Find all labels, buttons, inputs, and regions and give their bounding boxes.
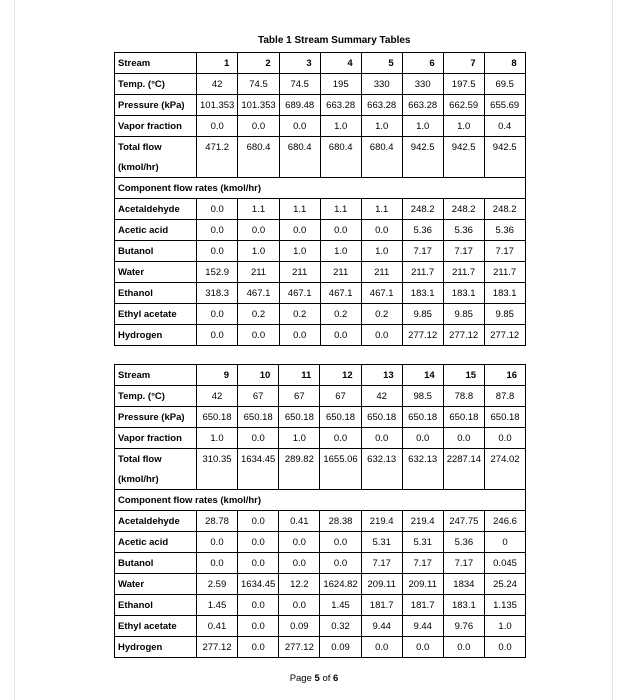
value-cell: 7.17 bbox=[361, 553, 402, 574]
component-label-cell: Acetaldehyde bbox=[115, 199, 197, 220]
component-row bbox=[115, 304, 526, 325]
value-cell: 211 bbox=[361, 262, 402, 283]
value-cell: 1.0 bbox=[485, 616, 526, 637]
component-label-cell: Acetic acid bbox=[115, 532, 197, 553]
value-cell: 632.13 bbox=[361, 449, 402, 470]
value-cell: 2287.14 bbox=[443, 449, 484, 470]
value-cell: 330 bbox=[402, 74, 443, 95]
property-row bbox=[115, 95, 526, 116]
value-cell: 1.45 bbox=[320, 595, 361, 616]
value-cell: 0.0 bbox=[443, 428, 484, 449]
value-cell: 0.0 bbox=[320, 220, 361, 241]
page-current: 5 bbox=[314, 673, 320, 684]
value-cell: 0.0 bbox=[485, 637, 526, 658]
value-cell: 195 bbox=[320, 74, 361, 95]
value-cell: 78.8 bbox=[443, 386, 484, 407]
component-row bbox=[115, 553, 526, 574]
value-cell: 655.69 bbox=[484, 95, 525, 116]
property-label-cell: Vapor fraction bbox=[115, 428, 197, 449]
value-cell: 0.0 bbox=[279, 116, 320, 137]
value-cell: 680.4 bbox=[320, 137, 361, 158]
value-cell: 183.1 bbox=[443, 595, 484, 616]
value-cell: 0.0 bbox=[238, 220, 279, 241]
value-cell: 0.2 bbox=[279, 304, 320, 325]
value-cell: 0.0 bbox=[402, 637, 443, 658]
value-cell: 9.85 bbox=[443, 304, 484, 325]
value-cell: 277.12 bbox=[484, 325, 525, 346]
value-cell: 467.1 bbox=[279, 283, 320, 304]
value-cell: 67 bbox=[279, 386, 320, 407]
value-cell: 0.41 bbox=[279, 511, 320, 532]
value-cell: 211 bbox=[238, 262, 279, 283]
value-cell: 0.0 bbox=[320, 428, 361, 449]
value-cell: 0.0 bbox=[279, 553, 320, 574]
value-cell: 0.0 bbox=[238, 553, 279, 574]
value-cell: 663.28 bbox=[320, 95, 361, 116]
value-cell: 209.11 bbox=[361, 574, 402, 595]
value-cell: 0.0 bbox=[320, 553, 361, 574]
page-of: of bbox=[319, 673, 334, 684]
component-label-cell: Butanol bbox=[115, 553, 197, 574]
value-cell: 0.0 bbox=[197, 241, 238, 262]
empty-cell bbox=[443, 469, 484, 490]
value-cell: 1624.82 bbox=[320, 574, 361, 595]
value-cell: 2.59 bbox=[197, 574, 238, 595]
value-cell: 1634.45 bbox=[238, 574, 279, 595]
property-label-cell: Temp. (°C) bbox=[115, 386, 197, 407]
value-cell: 650.18 bbox=[443, 407, 484, 428]
page-edge-right bbox=[612, 0, 613, 700]
component-label-cell: Ethanol bbox=[115, 595, 197, 616]
value-cell: 277.12 bbox=[197, 637, 238, 658]
stream-label-cell: Stream bbox=[115, 365, 197, 386]
stream-number-cell: 6 bbox=[402, 53, 443, 74]
property-row bbox=[115, 407, 526, 428]
value-cell: 0.2 bbox=[361, 304, 402, 325]
value-cell: 0.0 bbox=[197, 199, 238, 220]
value-cell: 0.41 bbox=[197, 616, 238, 637]
property-label-cell: Vapor fraction bbox=[115, 116, 197, 137]
value-cell: 1.1 bbox=[361, 199, 402, 220]
empty-cell bbox=[320, 157, 361, 178]
value-cell: 246.6 bbox=[485, 511, 526, 532]
value-cell: 274.02 bbox=[485, 449, 526, 470]
component-row bbox=[115, 241, 526, 262]
value-cell: 0.0 bbox=[238, 116, 279, 137]
total-flow-label-cell: Total flow bbox=[115, 449, 197, 470]
value-cell: 1634.45 bbox=[238, 449, 279, 470]
stream-number-cell: 12 bbox=[320, 365, 361, 386]
empty-cell bbox=[279, 157, 320, 178]
value-cell: 1.0 bbox=[279, 241, 320, 262]
value-cell: 0.0 bbox=[402, 428, 443, 449]
value-cell: 7.17 bbox=[484, 241, 525, 262]
value-cell: 632.13 bbox=[402, 449, 443, 470]
value-cell: 0.0 bbox=[238, 595, 279, 616]
value-cell: 9.44 bbox=[361, 616, 402, 637]
value-cell: 5.36 bbox=[443, 532, 484, 553]
value-cell: 650.18 bbox=[485, 407, 526, 428]
page-footer bbox=[0, 673, 628, 684]
value-cell: 101.353 bbox=[238, 95, 279, 116]
value-cell: 211 bbox=[320, 262, 361, 283]
value-cell: 663.28 bbox=[402, 95, 443, 116]
component-row bbox=[115, 616, 526, 637]
component-label-cell: Ethanol bbox=[115, 283, 197, 304]
stream-summary-table-2 bbox=[114, 364, 526, 658]
value-cell: 7.17 bbox=[402, 241, 443, 262]
value-cell: 1.1 bbox=[279, 199, 320, 220]
component-row bbox=[115, 574, 526, 595]
stream-number-cell: 16 bbox=[485, 365, 526, 386]
value-cell: 467.1 bbox=[320, 283, 361, 304]
value-cell: 0.2 bbox=[320, 304, 361, 325]
value-cell: 219.4 bbox=[402, 511, 443, 532]
value-cell: 942.5 bbox=[443, 137, 484, 158]
value-cell: 650.18 bbox=[279, 407, 320, 428]
value-cell: 0.0 bbox=[238, 532, 279, 553]
component-label-cell: Butanol bbox=[115, 241, 197, 262]
value-cell: 5.31 bbox=[402, 532, 443, 553]
value-cell: 9.85 bbox=[402, 304, 443, 325]
stream-number-cell: 13 bbox=[361, 365, 402, 386]
value-cell: 0.0 bbox=[197, 304, 238, 325]
stream-number-cell: 11 bbox=[279, 365, 320, 386]
component-label-cell: Acetic acid bbox=[115, 220, 197, 241]
value-cell: 248.2 bbox=[443, 199, 484, 220]
value-cell: 42 bbox=[197, 386, 238, 407]
component-row bbox=[115, 283, 526, 304]
value-cell: 0.0 bbox=[279, 532, 320, 553]
value-cell: 1.1 bbox=[320, 199, 361, 220]
property-row bbox=[115, 428, 526, 449]
property-label-cell: Pressure (kPa) bbox=[115, 95, 197, 116]
value-cell: 183.1 bbox=[402, 283, 443, 304]
value-cell: 942.5 bbox=[402, 137, 443, 158]
component-row bbox=[115, 262, 526, 283]
empty-cell bbox=[402, 157, 443, 178]
value-cell: 689.48 bbox=[279, 95, 320, 116]
value-cell: 680.4 bbox=[238, 137, 279, 158]
empty-cell bbox=[361, 469, 402, 490]
value-cell: 1.0 bbox=[361, 116, 402, 137]
value-cell: 467.1 bbox=[361, 283, 402, 304]
component-label-cell: Hydrogen bbox=[115, 637, 197, 658]
value-cell: 101.353 bbox=[197, 95, 238, 116]
value-cell: 467.1 bbox=[238, 283, 279, 304]
component-row bbox=[115, 511, 526, 532]
stream-number-cell: 3 bbox=[279, 53, 320, 74]
value-cell: 0.0 bbox=[485, 428, 526, 449]
value-cell: 181.7 bbox=[361, 595, 402, 616]
total-flow-label-cell: Total flow bbox=[115, 137, 197, 158]
value-cell: 25.24 bbox=[485, 574, 526, 595]
value-cell: 211.7 bbox=[484, 262, 525, 283]
value-cell: 1.0 bbox=[238, 241, 279, 262]
value-cell: 1.0 bbox=[361, 241, 402, 262]
value-cell: 1.135 bbox=[485, 595, 526, 616]
value-cell: 0.09 bbox=[279, 616, 320, 637]
component-label-cell: Ethyl acetate bbox=[115, 304, 197, 325]
value-cell: 1.0 bbox=[279, 428, 320, 449]
value-cell: 0.045 bbox=[485, 553, 526, 574]
stream-header-row bbox=[115, 53, 526, 74]
component-row bbox=[115, 637, 526, 658]
component-label-cell: Water bbox=[115, 574, 197, 595]
value-cell: 1.0 bbox=[443, 116, 484, 137]
value-cell: 247.75 bbox=[443, 511, 484, 532]
value-cell: 42 bbox=[197, 74, 238, 95]
stream-number-cell: 5 bbox=[361, 53, 402, 74]
value-cell: 0.4 bbox=[484, 116, 525, 137]
value-cell: 74.5 bbox=[279, 74, 320, 95]
component-header-row bbox=[115, 490, 526, 511]
property-row bbox=[115, 116, 526, 137]
value-cell: 28.78 bbox=[197, 511, 238, 532]
stream-number-cell: 2 bbox=[238, 53, 279, 74]
page-edge-left bbox=[14, 0, 15, 700]
value-cell: 0.0 bbox=[197, 553, 238, 574]
value-cell: 0.0 bbox=[279, 220, 320, 241]
total-flow-unit-row bbox=[115, 469, 526, 490]
value-cell: 98.5 bbox=[402, 386, 443, 407]
value-cell: 9.85 bbox=[484, 304, 525, 325]
component-label-cell: Hydrogen bbox=[115, 325, 197, 346]
empty-cell bbox=[238, 469, 279, 490]
value-cell: 1.45 bbox=[197, 595, 238, 616]
empty-cell bbox=[197, 469, 238, 490]
value-cell: 663.28 bbox=[361, 95, 402, 116]
value-cell: 0.0 bbox=[320, 325, 361, 346]
property-label-cell: Pressure (kPa) bbox=[115, 407, 197, 428]
value-cell: 1655.06 bbox=[320, 449, 361, 470]
value-cell: 0.2 bbox=[238, 304, 279, 325]
value-cell: 942.5 bbox=[484, 137, 525, 158]
value-cell: 181.7 bbox=[402, 595, 443, 616]
component-header-cell: Component flow rates (kmol/hr) bbox=[115, 490, 526, 511]
value-cell: 650.18 bbox=[320, 407, 361, 428]
component-header-cell: Component flow rates (kmol/hr) bbox=[115, 178, 526, 199]
value-cell: 289.82 bbox=[279, 449, 320, 470]
value-cell: 0.0 bbox=[443, 637, 484, 658]
component-header-row bbox=[115, 178, 526, 199]
value-cell: 12.2 bbox=[279, 574, 320, 595]
empty-cell bbox=[238, 157, 279, 178]
value-cell: 650.18 bbox=[197, 407, 238, 428]
value-cell: 0 bbox=[485, 532, 526, 553]
value-cell: 0.0 bbox=[361, 637, 402, 658]
value-cell: 277.12 bbox=[443, 325, 484, 346]
value-cell: 1.1 bbox=[238, 199, 279, 220]
total-flow-unit-row bbox=[115, 157, 526, 178]
value-cell: 7.17 bbox=[443, 553, 484, 574]
stream-number-cell: 1 bbox=[197, 53, 238, 74]
stream-summary-table-1 bbox=[114, 52, 526, 346]
property-label-cell: Temp. (°C) bbox=[115, 74, 197, 95]
value-cell: 248.2 bbox=[402, 199, 443, 220]
value-cell: 7.17 bbox=[443, 241, 484, 262]
value-cell: 650.18 bbox=[361, 407, 402, 428]
total-flow-unit-cell: (kmol/hr) bbox=[115, 469, 197, 490]
empty-cell bbox=[279, 469, 320, 490]
value-cell: 0.0 bbox=[197, 325, 238, 346]
value-cell: 662.59 bbox=[443, 95, 484, 116]
value-cell: 0.0 bbox=[197, 532, 238, 553]
value-cell: 277.12 bbox=[279, 637, 320, 658]
value-cell: 183.1 bbox=[443, 283, 484, 304]
value-cell: 1.0 bbox=[197, 428, 238, 449]
component-row bbox=[115, 220, 526, 241]
value-cell: 5.36 bbox=[443, 220, 484, 241]
value-cell: 0.09 bbox=[320, 637, 361, 658]
value-cell: 1834 bbox=[443, 574, 484, 595]
stream-number-cell: 9 bbox=[197, 365, 238, 386]
value-cell: 318.3 bbox=[197, 283, 238, 304]
value-cell: 0.0 bbox=[361, 325, 402, 346]
value-cell: 0.0 bbox=[238, 616, 279, 637]
value-cell: 5.31 bbox=[361, 532, 402, 553]
stream-label-cell: Stream bbox=[115, 53, 197, 74]
component-label-cell: Acetaldehyde bbox=[115, 511, 197, 532]
component-label-cell: Ethyl acetate bbox=[115, 616, 197, 637]
component-label-cell: Water bbox=[115, 262, 197, 283]
value-cell: 0.0 bbox=[361, 220, 402, 241]
stream-number-cell: 7 bbox=[443, 53, 484, 74]
value-cell: 330 bbox=[361, 74, 402, 95]
empty-cell bbox=[443, 157, 484, 178]
value-cell: 87.8 bbox=[485, 386, 526, 407]
value-cell: 211.7 bbox=[443, 262, 484, 283]
value-cell: 0.0 bbox=[279, 325, 320, 346]
value-cell: 1.0 bbox=[320, 241, 361, 262]
stream-number-cell: 14 bbox=[402, 365, 443, 386]
empty-cell bbox=[485, 469, 526, 490]
value-cell: 197.5 bbox=[443, 74, 484, 95]
stream-number-cell: 8 bbox=[484, 53, 525, 74]
value-cell: 69.5 bbox=[484, 74, 525, 95]
empty-cell bbox=[197, 157, 238, 178]
component-row bbox=[115, 595, 526, 616]
value-cell: 0.0 bbox=[238, 511, 279, 532]
value-cell: 0.0 bbox=[197, 220, 238, 241]
value-cell: 5.36 bbox=[484, 220, 525, 241]
stream-number-cell: 15 bbox=[443, 365, 484, 386]
page-total: 6 bbox=[333, 673, 339, 684]
value-cell: 0.0 bbox=[320, 532, 361, 553]
empty-cell bbox=[484, 157, 525, 178]
value-cell: 1.0 bbox=[320, 116, 361, 137]
stream-number-cell: 10 bbox=[238, 365, 279, 386]
value-cell: 152.9 bbox=[197, 262, 238, 283]
value-cell: 248.2 bbox=[484, 199, 525, 220]
value-cell: 219.4 bbox=[361, 511, 402, 532]
page-label: Page bbox=[289, 673, 315, 684]
value-cell: 277.12 bbox=[402, 325, 443, 346]
value-cell: 310.35 bbox=[197, 449, 238, 470]
value-cell: 0.0 bbox=[238, 325, 279, 346]
value-cell: 680.4 bbox=[279, 137, 320, 158]
component-row bbox=[115, 532, 526, 553]
value-cell: 67 bbox=[320, 386, 361, 407]
value-cell: 0.0 bbox=[238, 428, 279, 449]
component-row bbox=[115, 199, 526, 220]
value-cell: 209.11 bbox=[402, 574, 443, 595]
value-cell: 650.18 bbox=[402, 407, 443, 428]
value-cell: 0.0 bbox=[197, 116, 238, 137]
stream-header-row bbox=[115, 365, 526, 386]
empty-cell bbox=[361, 157, 402, 178]
value-cell: 471.2 bbox=[197, 137, 238, 158]
value-cell: 42 bbox=[361, 386, 402, 407]
value-cell: 0.0 bbox=[238, 637, 279, 658]
total-flow-unit-cell: (kmol/hr) bbox=[115, 157, 197, 178]
total-flow-row bbox=[115, 449, 526, 470]
value-cell: 183.1 bbox=[484, 283, 525, 304]
value-cell: 680.4 bbox=[361, 137, 402, 158]
value-cell: 5.36 bbox=[402, 220, 443, 241]
property-row bbox=[115, 386, 526, 407]
stream-number-cell: 4 bbox=[320, 53, 361, 74]
value-cell: 9.76 bbox=[443, 616, 484, 637]
value-cell: 650.18 bbox=[238, 407, 279, 428]
value-cell: 74.5 bbox=[238, 74, 279, 95]
value-cell: 28.38 bbox=[320, 511, 361, 532]
value-cell: 0.0 bbox=[279, 595, 320, 616]
empty-cell bbox=[402, 469, 443, 490]
value-cell: 67 bbox=[238, 386, 279, 407]
value-cell: 1.0 bbox=[402, 116, 443, 137]
component-row bbox=[115, 325, 526, 346]
document-page: Table 1 Stream Summary Tables Stream 1 2 3 4 5 6 7 8 Temp. (°C) 42 74.5 74.5 195 330 330 197.5 69.5 Pressure (kPa) 101.353 101.353 689.48 663.28 663.28 663.28 662.59 655.69 Vapor fraction 0.0 0.0 0.0 1.0 1.0 1.0 1.0 0.4 Total flow 471.2 680.4 680.4 680.4 680.4 942.5 942.5 942.5 (kmol/hr) Component flow rates (kmol/hr) Acetaldehyde 0.0 1.1 1.1 1.1 1.1 248.2 248.2 248.2 Acetic acid 0.0 0.0 0.0 0.0 0.0 5.36 5.36 5.36 Butanol 0.0 1.0 1.0 1.0 1.0 7.17 7.17 7.17 Water 152.9 211 211 211 211 211.7 211.7 211.7 Ethanol 318.3 467.1 467.1 467.1 467.1 183.1 183.1 183.1 Ethyl acetate 0.0 0.2 0.2 0.2 0.2 9.85 9.85 9.85 Hydrogen 0.0 0.0 0.0 0.0 0.0 277.12 277.12 277.12 Stream 9 10 11 12 13 14 15 16 Temp. (°C) 42 67 67 67 42 98.5 78.8 87.8 Pressure (kPa) 650.18 650.18 650.18 650.18 650.18 650.18 650.18 650.18 Vapor fraction 1.0 0.0 1.0 0.0 0.0 0.0 0.0 0.0 Total flow 310.35 1634.45 289.82 1655.06 632.13 632.13 2287.14 274.02 (kmol/hr) Component flow rates (kmol/hr) Acetaldehyde 28.78 0.0 0.41 28.38 219.4 219.4 247.75 246.6 Acetic acid 0.0 0.0 0.0 0.0 5.31 5.31 5.36 0 Butanol 0.0 0.0 0.0 0.0 7.17 7.17 7.17 0.045 Water 2.59 1634.45 12.2 1624.82 209.11 209.11 1834 25.24 Ethanol 1.45 0.0 0.0 1.45 181.7 181.7 183.1 1.135 Ethyl acetate 0.41 0.0 0.09 0.32 9.44 9.44 9.76 1.0 Hydrogen 277.12 0.0 277.12 0.09 0.0 0.0 0.0 0.0 Page 5 of 6 bbox=[0, 0, 628, 700]
value-cell: 211.7 bbox=[402, 262, 443, 283]
total-flow-row bbox=[115, 137, 526, 158]
value-cell: 7.17 bbox=[402, 553, 443, 574]
value-cell: 0.0 bbox=[361, 428, 402, 449]
empty-cell bbox=[320, 469, 361, 490]
property-row bbox=[115, 74, 526, 95]
value-cell: 211 bbox=[279, 262, 320, 283]
value-cell: 0.32 bbox=[320, 616, 361, 637]
value-cell: 9.44 bbox=[402, 616, 443, 637]
